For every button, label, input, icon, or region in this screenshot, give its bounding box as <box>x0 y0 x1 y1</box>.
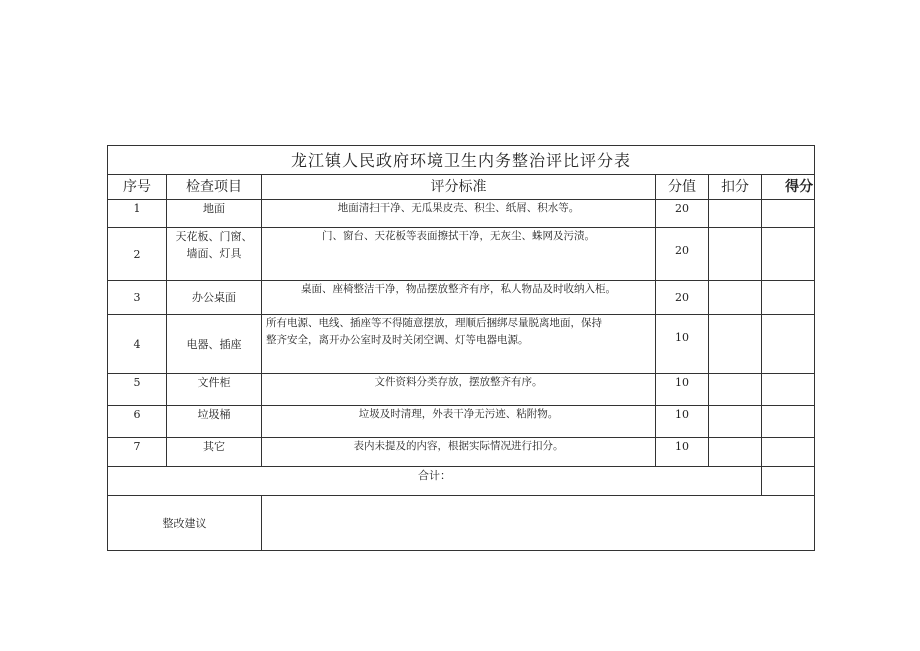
suggestion-field[interactable] <box>262 496 815 551</box>
row-index: 3 <box>108 281 167 315</box>
row-deduct-cell[interactable] <box>709 438 762 467</box>
row-criteria-line: 所有电源、电线、插座等不得随意摆放，理顺后捆绑尽量脱离地面，保持 <box>266 317 602 329</box>
suggestion-label: 整改建议 <box>108 496 262 551</box>
header-deduct: 扣分 <box>709 175 762 200</box>
total-label: 合计： <box>108 467 762 496</box>
row-score-cell[interactable] <box>762 315 815 374</box>
row-criteria: 桌面、座椅整洁干净，物品摆放整齐有序，私人物品及时收纳入柜。 <box>262 281 656 315</box>
header-criteria: 评分标准 <box>262 175 656 200</box>
row-value: 10 <box>656 374 709 406</box>
row-deduct-cell[interactable] <box>709 281 762 315</box>
row-value: 20 <box>656 228 709 281</box>
row-value: 10 <box>656 406 709 438</box>
row-criteria: 文件资料分类存放，摆放整齐有序。 <box>262 374 656 406</box>
row-item: 垃圾桶 <box>167 406 262 438</box>
header-index: 序号 <box>108 175 167 200</box>
row-item <box>167 228 262 281</box>
table-row <box>108 200 815 228</box>
row-item: 其它 <box>167 438 262 467</box>
row-value: 20 <box>656 200 709 228</box>
row-deduct-cell[interactable] <box>709 200 762 228</box>
total-row <box>108 467 815 496</box>
table-row <box>108 374 815 406</box>
row-item-line: 墙面、灯具 <box>186 247 242 260</box>
row-criteria: 表内未提及的内容，根据实际情况进行扣分。 <box>262 438 656 467</box>
row-score-cell[interactable] <box>762 406 815 438</box>
row-score-cell[interactable] <box>762 228 815 281</box>
table-row <box>108 406 815 438</box>
row-index: 1 <box>108 200 167 228</box>
row-score-cell[interactable] <box>762 200 815 228</box>
row-criteria <box>262 315 656 374</box>
row-criteria-line: 整齐安全，离开办公室时及时关闭空调、灯等电器电源。 <box>266 334 529 346</box>
row-index: 7 <box>108 438 167 467</box>
header-value: 分值 <box>656 175 709 200</box>
row-criteria: 垃圾及时清理，外表干净无污迹、粘附物。 <box>262 406 656 438</box>
total-score-cell[interactable] <box>762 467 815 496</box>
row-deduct-cell[interactable] <box>709 228 762 281</box>
row-item-line: 天花板、门窗、 <box>175 230 253 243</box>
row-score-cell[interactable] <box>762 438 815 467</box>
row-item: 地面 <box>167 200 262 228</box>
header-item: 检查项目 <box>167 175 262 200</box>
row-index: 6 <box>108 406 167 438</box>
table-row <box>108 315 815 374</box>
row-index: 2 <box>108 228 167 281</box>
row-item: 文件柜 <box>167 374 262 406</box>
table-row <box>108 228 815 281</box>
row-deduct-cell[interactable] <box>709 315 762 374</box>
row-score-cell[interactable] <box>762 374 815 406</box>
header-row <box>108 175 815 200</box>
row-index: 4 <box>108 315 167 374</box>
row-value: 10 <box>656 438 709 467</box>
suggestion-row <box>108 496 815 551</box>
evaluation-table <box>107 145 815 551</box>
row-value: 20 <box>656 281 709 315</box>
row-index: 5 <box>108 374 167 406</box>
row-deduct-cell[interactable] <box>709 374 762 406</box>
row-value: 10 <box>656 315 709 374</box>
header-score: 得分 <box>762 175 815 200</box>
row-item: 办公桌面 <box>167 281 262 315</box>
table-row <box>108 281 815 315</box>
row-criteria: 地面清扫干净、无瓜果皮壳、积尘、纸屑、积水等。 <box>262 200 656 228</box>
row-criteria: 门、窗台、天花板等表面擦拭干净，无灰尘、蛛网及污渍。 <box>262 228 656 281</box>
row-item: 电器、插座 <box>167 315 262 374</box>
table-row <box>108 438 815 467</box>
row-deduct-cell[interactable] <box>709 406 762 438</box>
table-title: 龙江镇人民政府环境卫生内务整治评比评分表 <box>108 146 815 175</box>
row-score-cell[interactable] <box>762 281 815 315</box>
score-sheet <box>107 145 814 530</box>
